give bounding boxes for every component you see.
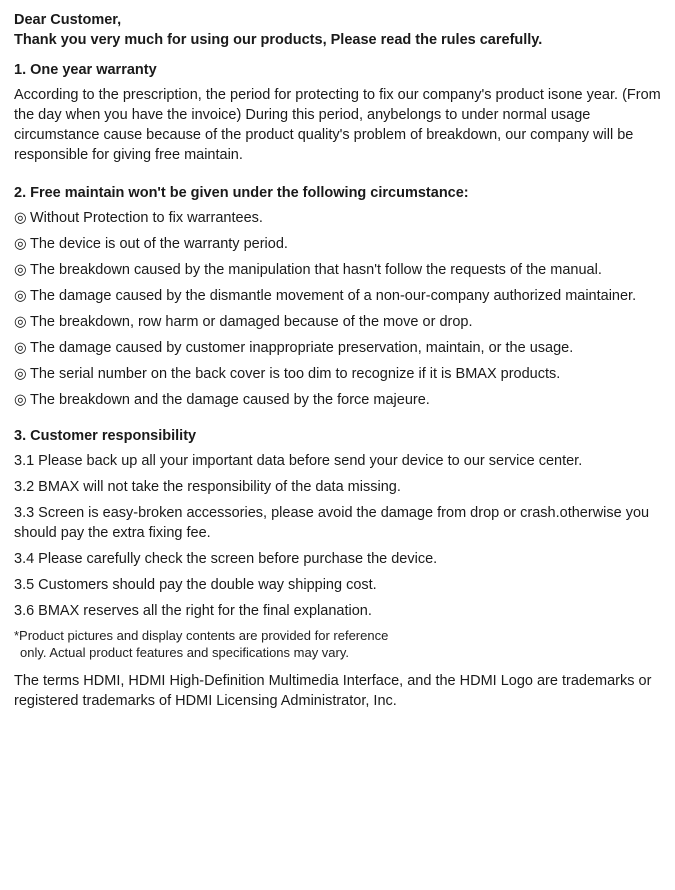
section-heading: 2. Free maintain won't be given under the following circumstance:: [14, 185, 469, 201]
list-item: ◎ Without Protection to fix warrantees.: [14, 210, 263, 226]
warranty-document: [14, 10, 664, 711]
intro-line: Thank you very much for using our products, Please read the rules carefully.: [14, 32, 543, 48]
exclusion-list: [14, 208, 664, 410]
list-item: 3.3 Screen is easy-broken accessories, please avoid the damage from drop or crash.otherwise you should pay the extra fixing fee.: [14, 505, 650, 541]
list-item: ◎ The damage caused by the dismantle movement of a non-our-company authorized maintainer.: [14, 288, 637, 304]
trademark-notice: The terms HDMI, HDMI High-Definition Multimedia Interface, and the HDMI Logo are trademarks or registered trademarks of HDMI Licensing Administrator, Inc.: [14, 673, 652, 709]
list-item: ◎ The breakdown, row harm or damaged because of the move or drop.: [14, 314, 473, 330]
responsibility-list: [14, 451, 664, 621]
bullet-circle-icon: ◎: [14, 314, 27, 330]
greeting: Dear Customer,: [14, 12, 122, 28]
section-free-maintain: [14, 183, 664, 410]
footnote: [14, 627, 664, 661]
section-heading: 3. Customer responsibility: [14, 428, 197, 444]
bullet-circle-icon: ◎: [14, 366, 27, 382]
section-responsibility: [14, 426, 664, 621]
list-item: ◎ The breakdown and the damage caused by the force majeure.: [14, 392, 430, 408]
list-item: 3.6 BMAX reserves all the right for the final explanation.: [14, 603, 372, 619]
bullet-circle-icon: ◎: [14, 262, 27, 278]
footnote-line: *Product pictures and display contents are provided for reference: [14, 628, 389, 643]
list-item: ◎ The damage caused by customer inappropriate preservation, maintain, or the usage.: [14, 340, 574, 356]
list-item: 3.1 Please back up all your important data before send your device to our service center.: [14, 453, 583, 469]
list-item: ◎ The breakdown caused by the manipulation that hasn't follow the requests of the manual.: [14, 262, 602, 278]
bullet-circle-icon: ◎: [14, 340, 27, 356]
bullet-circle-icon: ◎: [14, 236, 27, 252]
footnote-line: only. Actual product features and specifications may vary.: [20, 645, 350, 660]
bullet-circle-icon: ◎: [14, 288, 27, 304]
list-item: 3.2 BMAX will not take the responsibility of the data missing.: [14, 479, 401, 495]
list-item: ◎ The serial number on the back cover is too dim to recognize if it is BMAX products.: [14, 366, 561, 382]
section-heading: 1. One year warranty: [14, 62, 157, 78]
bullet-circle-icon: ◎: [14, 210, 27, 226]
bullet-circle-icon: ◎: [14, 392, 27, 408]
warranty-body: According to the prescription, the period for protecting to fix our company's product isone year. (From the day when you have the invoice) During this period, anybelongs to under normal usage circumstance cause because of the product quality's problem of breakdown, our company will be responsible for giving free maintain.: [14, 87, 661, 163]
list-item: 3.5 Customers should pay the double way shipping cost.: [14, 577, 377, 593]
section-warranty: [14, 60, 664, 165]
list-item: 3.4 Please carefully check the screen before purchase the device.: [14, 551, 438, 567]
list-item: ◎ The device is out of the warranty period.: [14, 236, 288, 252]
